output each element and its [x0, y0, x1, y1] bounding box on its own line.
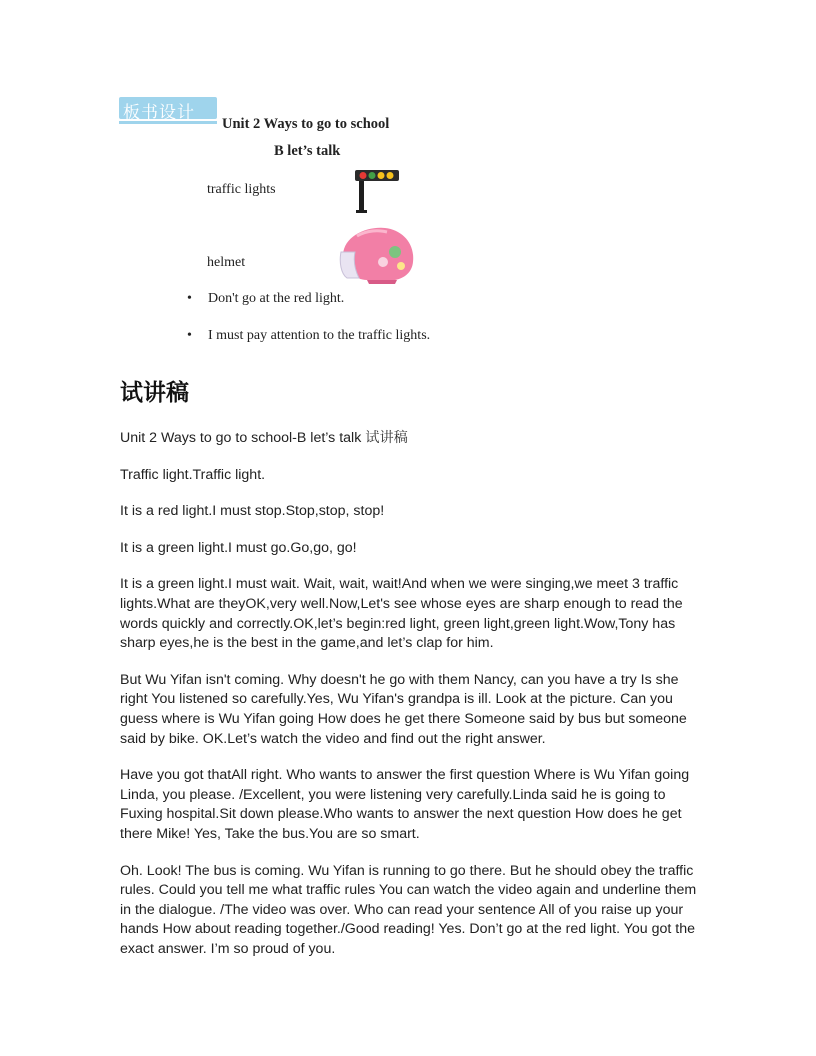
vocab-word-traffic-lights: traffic lights [207, 182, 276, 197]
script-title-paragraph [120, 429, 700, 449]
bullet-text: I must pay attention to the traffic lights. [208, 328, 431, 343]
unit-title: Unit 2 Ways to go to school [222, 116, 390, 132]
lesson-title: B let’s talk [274, 143, 341, 159]
board-bullet-item [187, 291, 344, 307]
script-paragraph: Oh. Look! The bus is coming. Wu Yifan is running to go there. But he should obey the traffic rules. Could you tell me what traffic rules You can watch the video again and underline them in the dialogue. /The video was over. Who can read your sentence All of you raise up your hands How about reading together./Good reading! Yes. Don’t go at the red light. You got the exact answer. I’m so proud of you. [120, 862, 697, 957]
bullet-dot: • [187, 328, 192, 343]
script-paragraph: It is a red light.I must stop.Stop,stop, stop! [120, 503, 385, 520]
helmet-icon [337, 222, 417, 284]
bullet-text: Don't go at the red light. [208, 291, 345, 306]
script-paragraph: But Wu Yifan isn't coming. Why doesn't he go with them Nancy, can you have a try Is she right You listened so carefully.Yes, Wu Yifan's grandpa is ill. Look at the picture. Can you guess where is Wu Yifan going How does he get there Someone said by bus but someone said by bike. OK.Let’s watch the video and find out the right answer. [120, 671, 687, 747]
vocab-word-helmet: helmet [207, 255, 246, 270]
bullet-dot: • [187, 291, 192, 306]
section-heading: 试讲稿 [120, 380, 189, 406]
traffic-light-icon [353, 168, 401, 214]
board-bullet-item [187, 328, 430, 344]
script-paragraph: Traffic light.Traffic light. [120, 466, 266, 483]
script-paragraph: It is a green light.I must wait. Wait, wait, wait!And when we were singing,we meet 3 traffic lights.What are theyOK,very well.Now,Let's see whose eyes are sharp enough to read the words quickly and correctly.OK,let’s begin:red light, green light,green light.Wow,Tony has sharp eyes,he is the best in the game,and let’s clap for him. [120, 576, 683, 652]
script-title-cn: 试讲稿 [365, 430, 408, 446]
script-content [120, 429, 700, 976]
script-title-en: Unit 2 Ways to go to school-B let’s talk [120, 430, 362, 446]
tag-label: 板书设计 [123, 103, 195, 123]
board-design-tag [119, 97, 217, 125]
script-paragraph: It is a green light.I must go.Go,go, go! [120, 539, 357, 556]
script-paragraph: Have you got thatAll right. Who wants to answer the first question Where is Wu Yifan going Linda, you please. /Excellent, you were listening very carefully.Linda said he is going to Fuxing hospital.Sit down please.Who wants to answer the next question How does he get there Mike! Yes, Take the bus.You are so smart. [120, 767, 690, 842]
